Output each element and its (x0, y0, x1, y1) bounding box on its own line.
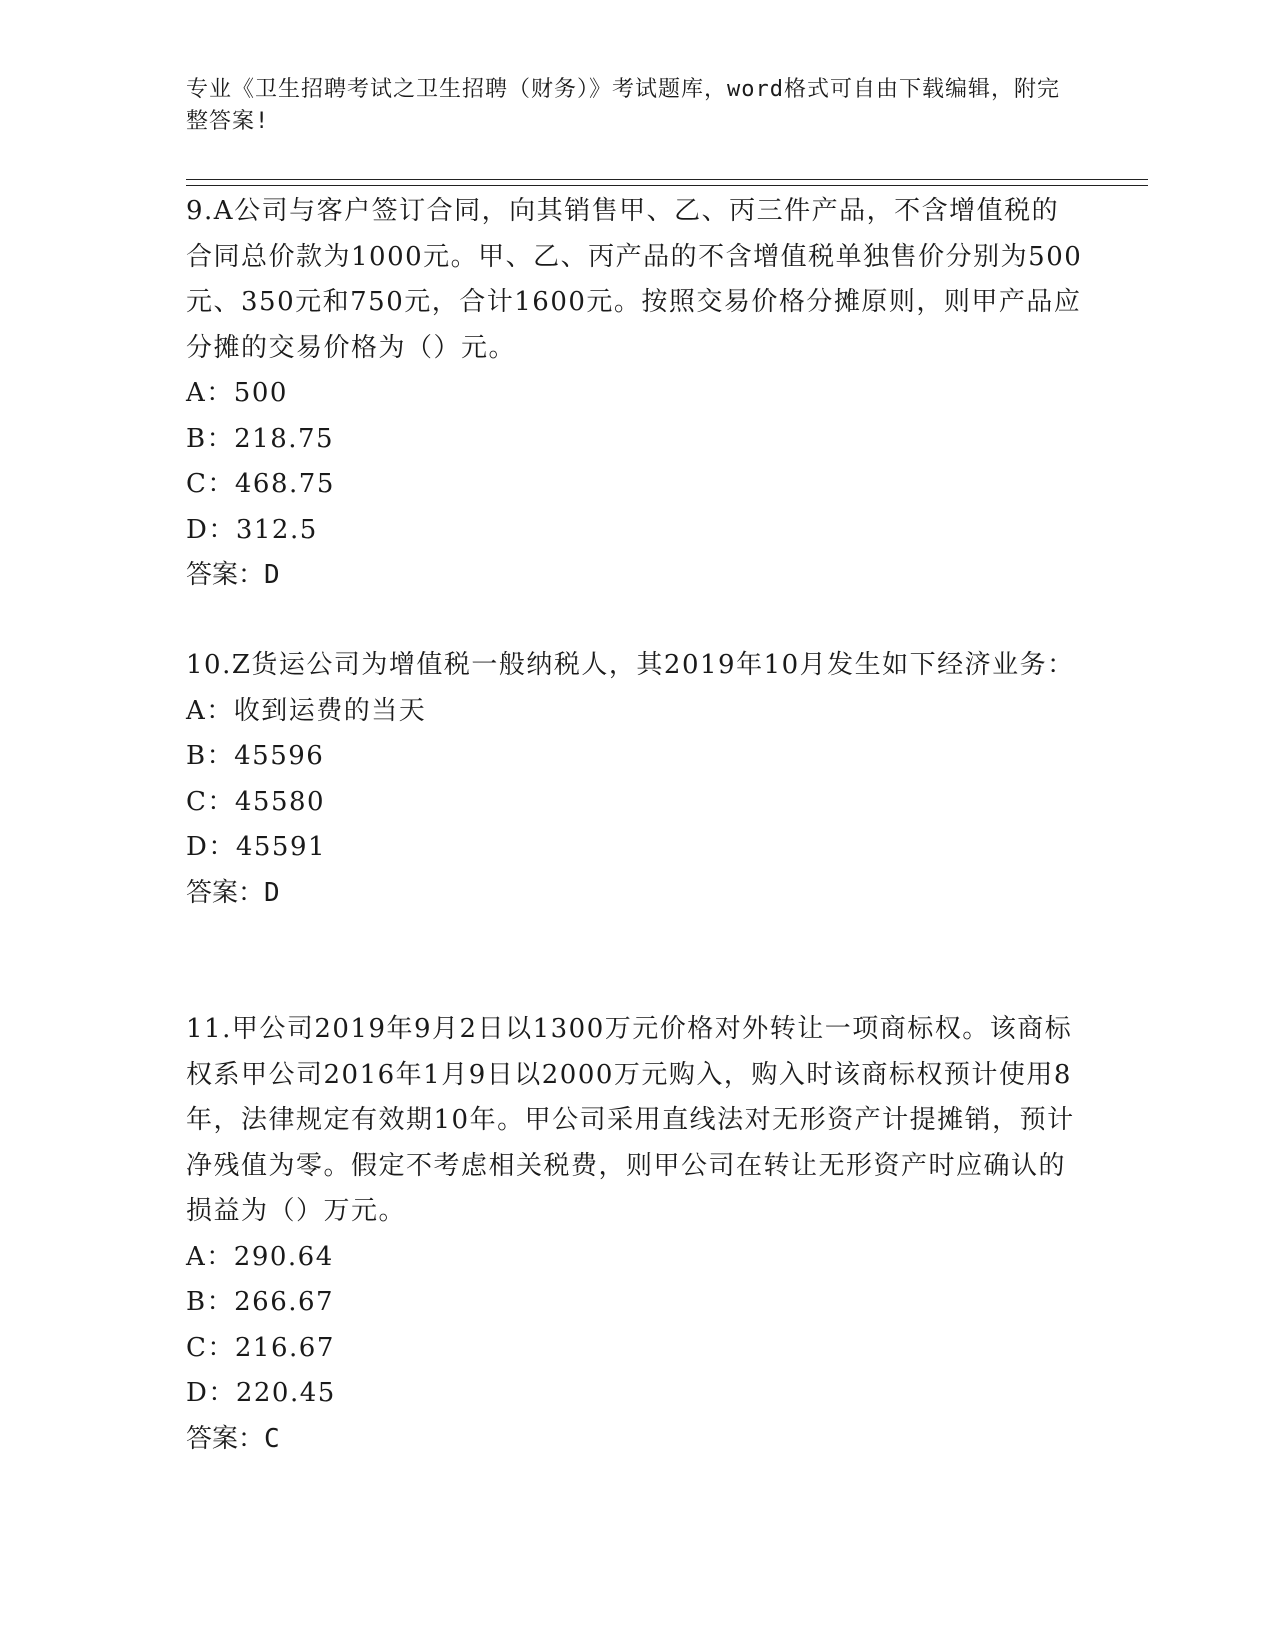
question-9 (186, 189, 1086, 599)
answer: 答案：C (186, 1423, 280, 1454)
option-d: D：45591 (186, 832, 327, 862)
option-a: A：收到运费的当天 (186, 695, 427, 726)
option-a: A：290.64 (186, 1241, 334, 1272)
option-d: D：312.5 (186, 514, 318, 545)
question-text: 11.甲公司2019年9月2日以1300万元价格对外转让一项商标权。该商标权系甲公司2016年1月9日以2000万元购入，购入时该商标权预计使用8年，法律规定有效期10年。甲公司采用直线法对无形资产计提摊销，预计净残值为零。假定不考虑相关税费，则甲公司在转让无形资产时应确认的损益为（）万元。 (186, 1014, 1075, 1226)
answer: 答案：D (186, 560, 280, 590)
option-d: D：220.45 (186, 1378, 336, 1408)
option-c: C：468.75 (186, 469, 335, 499)
header-divider-top (186, 179, 1148, 180)
question-11 (186, 1007, 1086, 1462)
document-header: 专业《卫生招聘考试之卫生招聘（财务）》考试题库，word格式可自由下载编辑，附完整答案! (186, 77, 1060, 134)
question-text: 9.A公司与客户签订合同，向其销售甲、乙、丙三件产品，不含增值税的合同总价款为1000元。甲、乙、丙产品的不含增值税单独售价分别为500元、350元和750元，合计1600元。按照交易价格分摊原则，则甲产品应分摊的交易价格为（）元。 (186, 196, 1083, 363)
question-text: 10.Z货运公司为增值税一般纳税人，其2019年10月发生如下经济业务： (186, 650, 1075, 680)
option-b: B：218.75 (186, 423, 335, 454)
option-c: C：216.67 (186, 1332, 335, 1363)
option-a: A：500 (186, 378, 288, 408)
option-c: C：45580 (186, 786, 326, 817)
answer: 答案：D (186, 877, 280, 908)
option-b: B：45596 (186, 741, 325, 771)
option-b: B：266.67 (186, 1287, 335, 1317)
question-10 (186, 643, 1086, 916)
header-divider-bottom (186, 185, 1148, 186)
